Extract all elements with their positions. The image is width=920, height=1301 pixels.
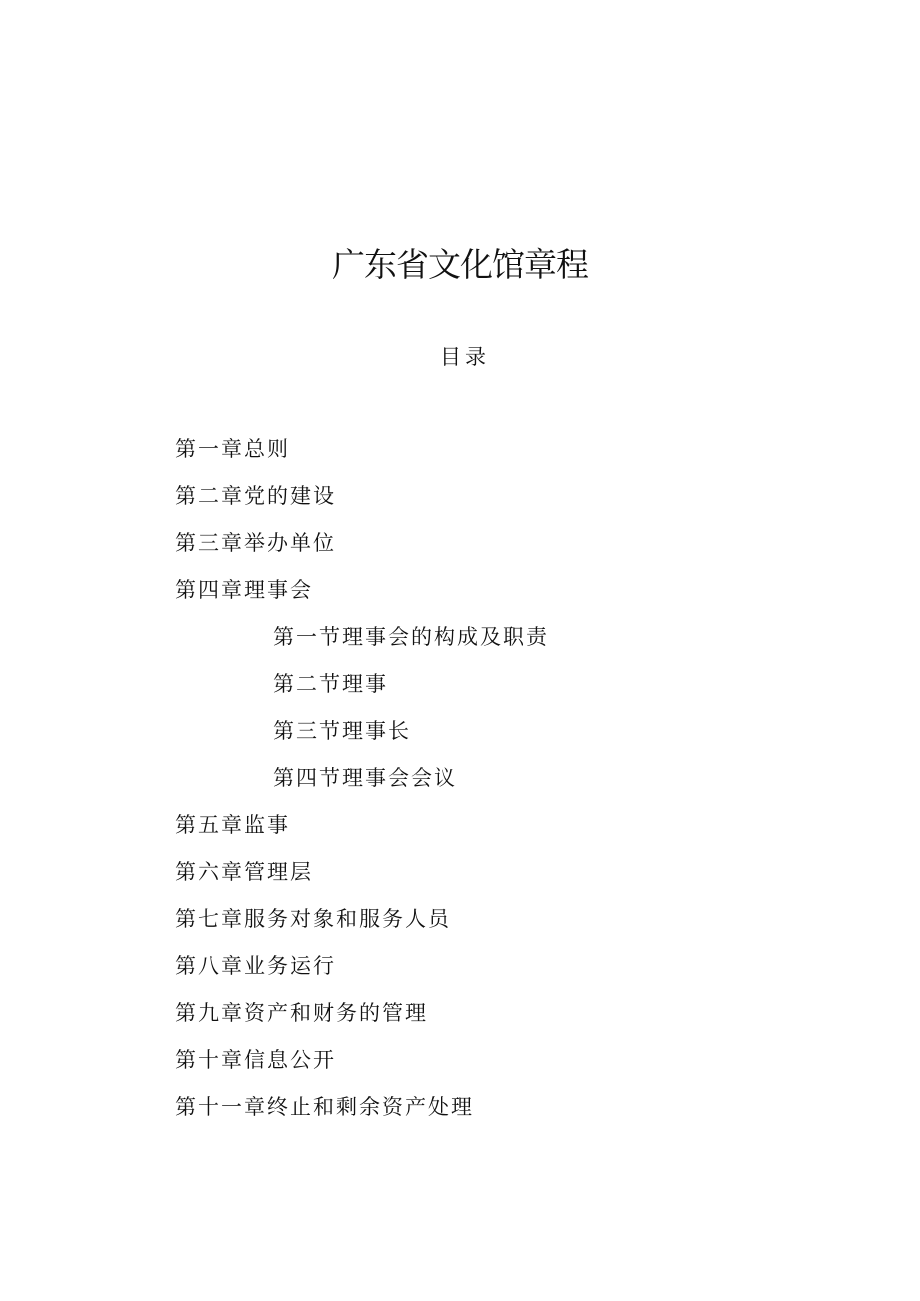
toc-item: 第十章信息公开 (175, 1048, 336, 1072)
toc-item: 第三章举办单位 (175, 531, 336, 555)
toc-subitem: 第二节理事 (273, 672, 388, 696)
toc-item: 第四章理事会 (175, 578, 313, 602)
toc-subitem: 第三节理事长 (273, 719, 411, 743)
toc-subitem: 第一节理事会的构成及职责 (273, 625, 549, 649)
table-of-contents (0, 433, 549, 1138)
toc-heading: 目录 (440, 345, 490, 369)
toc-item: 第七章服务对象和服务人员 (175, 907, 451, 931)
toc-item: 第五章监事 (175, 813, 290, 837)
toc-item: 第六章管理层 (175, 860, 313, 884)
toc-item: 第九章资产和财务的管理 (175, 1001, 428, 1025)
toc-item: 第十一章终止和剩余资产处理 (175, 1095, 474, 1119)
toc-item: 第一章总则 (175, 437, 290, 461)
toc-item: 第八章业务运行 (175, 954, 336, 978)
toc-subitem: 第四节理事会会议 (273, 766, 457, 790)
document-title: 广东省文化馆章程 (332, 245, 588, 284)
toc-item: 第二章党的建设 (175, 484, 336, 508)
